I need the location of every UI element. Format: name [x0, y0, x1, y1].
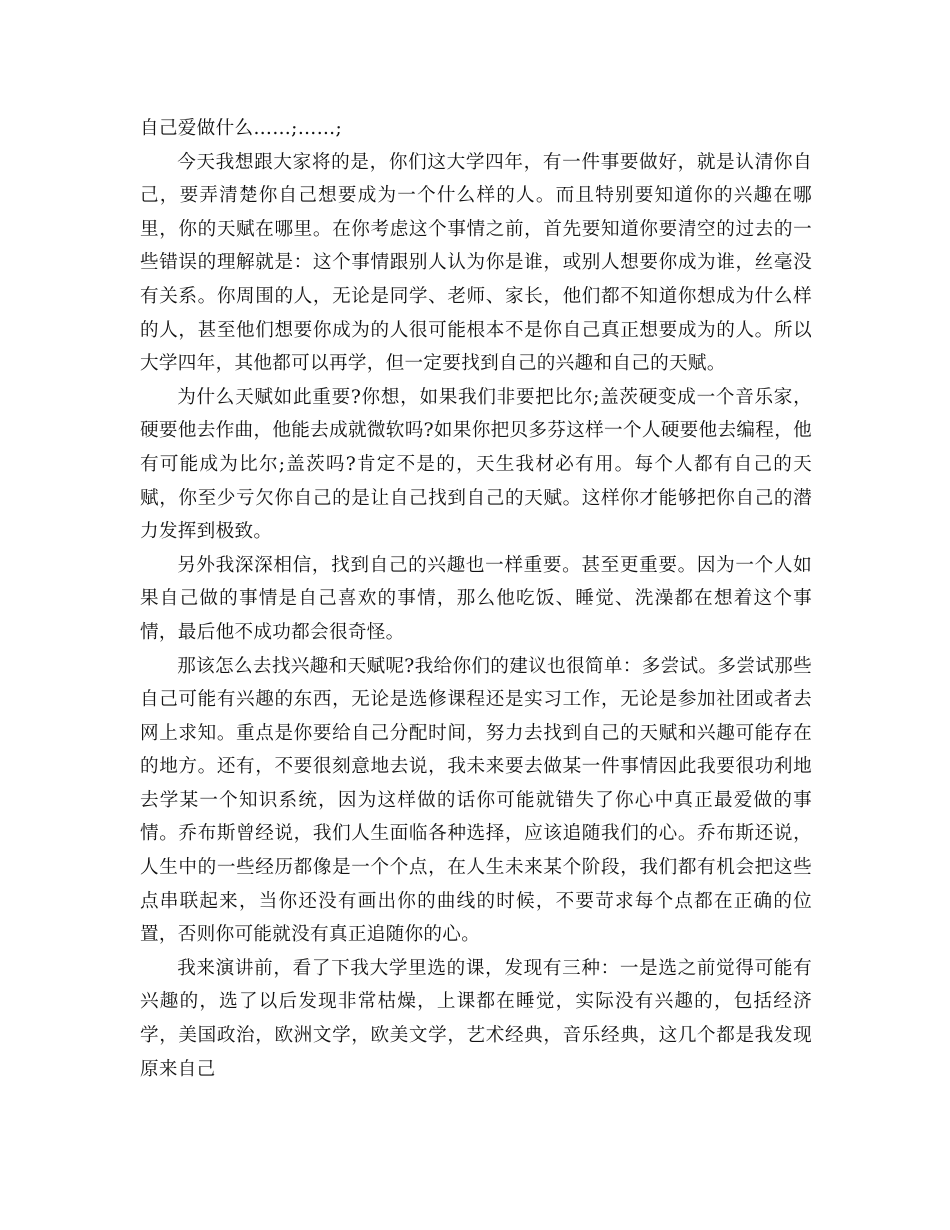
- paragraph-continuation: 自己爱做什么……;……;: [140, 118, 343, 139]
- paragraph-course-review: 我来演讲前，看了下我大学里选的课，发现有三种：一是选之前觉得可能有兴趣的，选了以后发现非常枯燥，上课都在睡觉，实际没有兴趣的，包括经济学，美国政治，欧洲文学，欧美文学，艺术经典，音乐经典，这几个都是我发现原来自己: [140, 957, 812, 1080]
- document-body: [140, 112, 812, 1086]
- paragraph-interest-matters: 另外我深深相信，找到自己的兴趣也一样重要。甚至更重要。因为一个人如果自己做的事情是自己喜欢的事情，那么他吃饭、睡觉、洗澡都在想着这个事情，最后他不成功都会很奇怪。: [140, 554, 812, 643]
- paragraph-know-yourself: 今天我想跟大家将的是，你们这大学四年，有一件事要做好，就是认清你自己，要弄清楚你自己想要成为一个什么样的人。而且特别要知道你的兴趣在哪里，你的天赋在哪里。在你考虑这个事情之前，首先要知道你要清空的过去的一些错误的理解就是：这个事情跟别人认为你是谁，或别人想要你成为谁，丝毫没有关系。你周围的人，无论是同学、老师、家长，他们都不知道你想成为什么样的人，甚至他们想要你成为的人很可能根本不是你自己真正想要成为的人。所以大学四年，其他都可以再学，但一定要找到自己的兴趣和自己的天赋。: [140, 151, 812, 375]
- paragraph-how-to-find-interest: 那该怎么去找兴趣和天赋呢?我给你们的建议也很简单：多尝试。多尝试那些自己可能有兴趣的东西，无论是选修课程还是实习工作，无论是参加社团或者去网上求知。重点是你要给自己分配时间，努力去找到自己的天赋和兴趣可能存在的地方。还有，不要很刻意地去说，我未来要去做某一件事情因此我要很功利地去学某一个知识系统，因为这样做的话你可能就错失了你心中真正最爱做的事情。乔布斯曾经说，我们人生面临各种选择，应该追随我们的心。乔布斯还说，人生中的一些经历都像是一个个点，在人生未来某个阶段，我们都有机会把这些点串联起来，当你还没有画出你的曲线的时候，不要苛求每个点都在正确的位置，否则你可能就没有真正追随你的心。: [140, 655, 812, 946]
- paragraph-why-talent-matters: 为什么天赋如此重要?你想，如果我们非要把比尔;盖茨硬变成一个音乐家，硬要他去作曲，他能去成就微软吗?如果你把贝多芬这样一个人硬要他去编程，他有可能成为比尔;盖茨吗?肯定不是的，天生我材必有用。每个人都有自己的天赋，你至少亏欠你自己的是让自己找到自己的天赋。这样你才能够把你自己的潜力发挥到极致。: [140, 386, 812, 543]
